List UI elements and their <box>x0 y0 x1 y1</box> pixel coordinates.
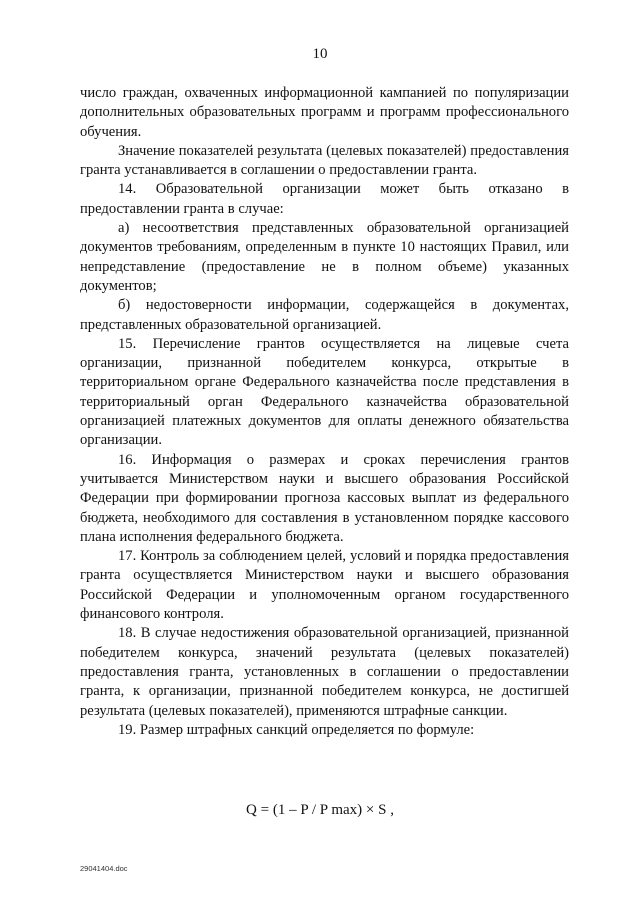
paragraph-18: 18. В случае недостижения образовательной организацией, признанной победителем конкурса, значений результата (целевых показателей) предоставления гранта, установленных в соглашении о предоставлении гранта, к организации, признанной победителем конкурса, не достигшей результата (целевых показателей), применяются штрафные санкции. <box>80 625 569 719</box>
paragraph-17: 17. Контроль за соблюдением целей, условий и порядка предоставления гранта осуществляется Министерством науки и высшего образования Российской Федерации и уполномоченным органом государственного финансового контроля. <box>80 548 569 623</box>
footer-filename: 29041404.doc <box>80 864 128 873</box>
paragraph-14-b: б) недостоверности информации, содержащейся в документах, представленных образовательной организацией. <box>80 297 569 333</box>
penalty-formula: Q = (1 – P / P max) × S , <box>246 802 394 818</box>
paragraph-14-a: а) несоответствия представленных образовательной организацией документов требованиям, определенным в пункте 10 настоящих Правил, или непредставление (предоставление не в полном объеме) указанных документов; <box>80 220 569 294</box>
paragraph-14: 14. Образовательной организации может быть отказано в предоставлении гранта в случае: <box>80 181 569 217</box>
paragraph-indicator-value: Значение показателей результата (целевых показателей) предоставления гранта устанавливается в соглашении о предоставлении гранта. <box>80 142 569 179</box>
paragraph-15: 15. Перечисление грантов осуществляется на лицевые счета организации, признанной победителем конкурса, открытые в территориальном органе Федерального казначейства после представления в территориальный орган Федерального казначейства образовательной организацией платежных документов для оплаты денежного обязательства организации. <box>80 335 569 449</box>
paragraph-16: 16. Информация о размерах и сроках перечисления грантов учитывается Министерством науки и высшего образования Российской Федерации при формировании прогноза кассовых выплат из федерального бюджета, необходимого для составления в установленном порядке кассового плана исполнения федерального бюджета. <box>80 451 569 545</box>
page-number: 10 <box>312 46 328 62</box>
paragraph-19: 19. Размер штрафных санкций определяется по формуле: <box>118 721 475 738</box>
paragraph-continuation: число граждан, охваченных информационной кампанией по популяризации дополнительных образовательных программ и программ профессионального обучения. <box>80 85 569 140</box>
document-body <box>80 84 569 740</box>
